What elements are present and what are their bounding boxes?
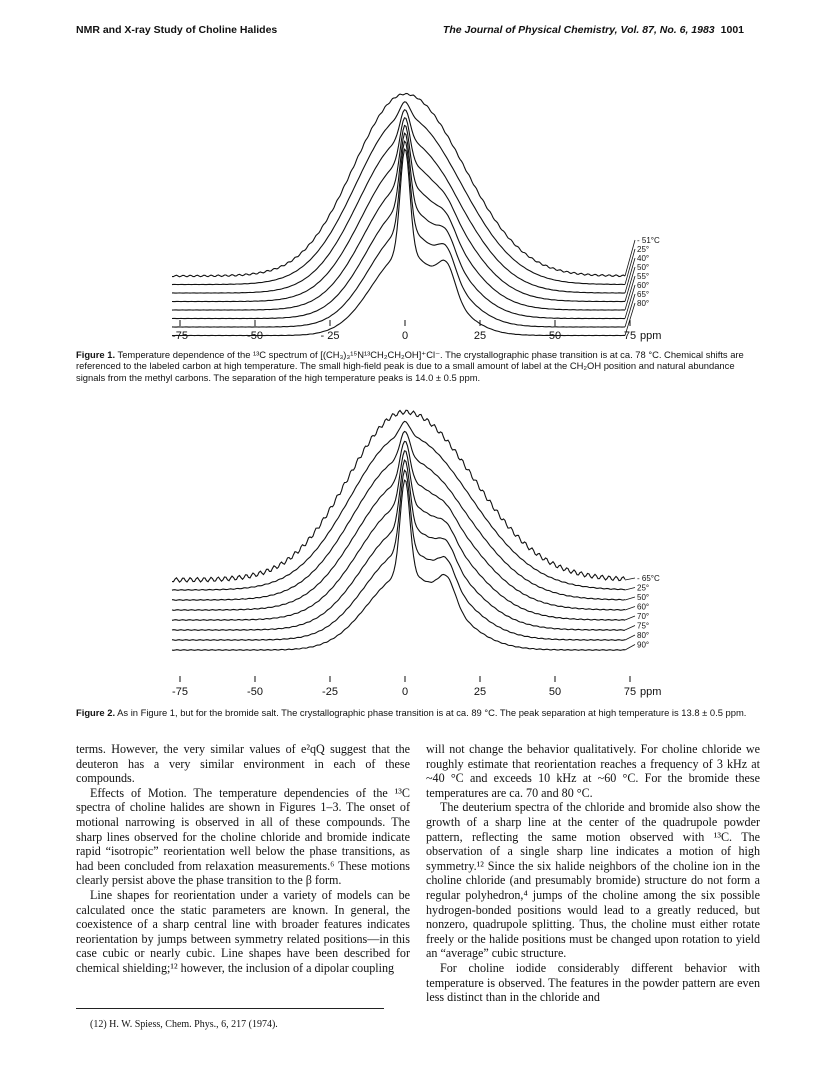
figure-2-spectra	[0, 400, 820, 700]
trace-temperature-label: - 51°C	[637, 236, 660, 245]
x-tick-label: 0	[401, 330, 409, 342]
trace-temperature-label: 60°	[637, 602, 650, 612]
figure-1-label: Figure 1.	[76, 349, 116, 360]
trace-temperature-label: 70°	[637, 612, 650, 621]
trace-leader	[625, 276, 635, 310]
trace-temperature-label: - 65°C	[637, 574, 660, 583]
figure-1-caption	[76, 349, 748, 383]
figure-2-caption	[76, 707, 748, 718]
trace-temperature-label: 25°	[637, 583, 650, 593]
trace-leader	[625, 607, 635, 611]
trace-leader	[625, 578, 635, 580]
spectrum-trace	[172, 421, 625, 590]
paragraph: Line shapes for reorientation under a variety of models can be calculated once the static parameters are known. In general, the coexistence of a sharp central line with broader features indicates reorientation by jumps between symmetry related positions—in this case cubic or nearly cubic. Line shapes have been described for chemical shielding;¹² however, the inclusion of a dipolar coupling	[76, 887, 410, 975]
trace-leader	[625, 588, 635, 591]
body-left-column	[76, 742, 410, 976]
spectrum-trace	[172, 441, 625, 610]
x-tick-label: -75	[172, 330, 188, 342]
paragraph: terms. However, the very similar values of e²qQ suggest that the deuteron has a very similar environment in each of these compounds.	[76, 742, 410, 786]
header-title: NMR and X-ray Study of Choline Halides	[76, 24, 278, 36]
trace-leader	[625, 616, 635, 620]
x-tick-label: -50	[247, 686, 263, 698]
figure-1-caption-text: Temperature dependence of the ¹³C spectrum of [(CH₃)₃¹⁵N¹³CH₂CH₂OH]⁺Cl⁻. The crystallographic phase transition is at ca. 78 °C. Chemical shifts are referenced to the labeled carbon at high temperature. The small high-field peak is due to a small amount of label at the CH₂OH position and natural abundance signals from the methyl carbons. The separation of the high temperature peaks is 14.0 ± 0.5 ppm.	[76, 349, 744, 383]
x-tick-label: -25	[322, 686, 338, 698]
trace-temperature-label: 65°	[637, 290, 650, 299]
trace-temperature-label: 50°	[637, 593, 650, 602]
x-tick-label: 75	[623, 330, 637, 342]
x-tick-label: 25	[473, 686, 487, 698]
trace-leader	[625, 258, 635, 293]
figure-2-caption-text: As in Figure 1, but for the bromide salt. The crystallographic phase transition is at ca. 89 °C. The peak separation at high temperature is 13.8 ± 0.5 ppm.	[117, 707, 747, 718]
trace-leader	[625, 249, 635, 285]
trace-leader	[625, 240, 635, 276]
trace-temperature-label: 40°	[637, 254, 650, 263]
trace-leader	[625, 267, 635, 302]
paragraph: will not change the behavior qualitatively. For choline chloride we roughly estimate that reorientation reaches a frequency of 3 kHz at ~40 °C and exceeds 10 kHz at ~60 °C. For the bromide these temperatures are ca. 70 and 80 °C.	[426, 742, 760, 800]
spectrum-trace	[172, 470, 625, 640]
x-tick-label: -75	[172, 686, 188, 698]
trace-leader	[625, 597, 635, 600]
trace-leader	[625, 285, 635, 319]
x-tick-label: 0	[401, 686, 409, 698]
x-tick-label: -50	[247, 330, 263, 342]
x-tick-label: 50	[548, 330, 562, 342]
footnote-rule	[76, 1008, 384, 1009]
trace-temperature-label: 25°	[637, 245, 650, 254]
x-tick-label: - 25	[320, 330, 340, 342]
paragraph: The deuterium spectra of the chloride and bromide also show the growth of a sharp line at the center of the quadrupole powder pattern, reflecting the same motion observed with ¹³C. The observation of a single sharp line indicates a motion of high symmetry.¹² Since the six halide neighbors of the choline ion in the choline chloride (and presumably bromide) structure do not form a regular polyhedron,⁴ jumps of the choline among the six possible hydrogen-bonded positions would lead to a greatly reduced, but nonzero, quadrupole splitting. Thus, the choline must either rotate freely or the halide positions must be changed upon rotation to yield an “average” cubic structure.	[426, 800, 760, 961]
trace-leader	[625, 635, 635, 640]
x-tick-label: 25	[473, 330, 487, 342]
trace-temperature-label: 80°	[637, 299, 650, 308]
paragraph: Effects of Motion. The temperature dependencies of the ¹³C spectra of choline halides are shown in Figures 1–3. The onset of motional narrowing is observed in all of these compounds. The sharp lines observed for the choline chloride and bromide indicate rapid “isotropic” reorientation well below the phase transitions, as had been concluded from relaxation measurements.⁶ These motions clearly persist above the phase transition to the β form.	[76, 785, 410, 888]
x-tick-label: 75	[623, 686, 637, 698]
x-axis-unit: ppm	[640, 686, 662, 698]
paragraph: For choline iodide considerably different behavior with temperature is observed. The features in the powder pattern are even less distinct than in the chloride and	[426, 960, 760, 1005]
footnote: (12) H. W. Spiess, Chem. Phys., 6, 217 (1974).	[90, 1019, 278, 1030]
trace-leader	[625, 626, 635, 631]
trace-temperature-label: 60°	[637, 281, 650, 290]
trace-temperature-label: 80°	[637, 631, 650, 640]
trace-temperature-label: 90°	[637, 640, 650, 650]
trace-leader	[625, 645, 635, 651]
header-journal-name: The Journal of Physical Chemistry, Vol. 87, No. 6, 1983	[442, 24, 715, 36]
running-header	[76, 24, 744, 40]
header-journal	[443, 24, 744, 36]
trace-temperature-label: 55°	[637, 272, 650, 281]
trace-temperature-label: 50°	[637, 263, 650, 272]
spectrum-trace	[172, 410, 625, 582]
trace-temperature-label: 75°	[637, 621, 650, 631]
figure-1-spectra	[0, 40, 820, 385]
spectrum-trace	[172, 141, 625, 327]
body-right-column	[426, 742, 760, 1005]
spectrum-trace	[172, 93, 625, 276]
x-axis-unit: ppm	[640, 330, 662, 342]
page-number: 1001	[720, 24, 744, 36]
figure-2-label: Figure 2.	[76, 707, 116, 718]
x-tick-label: 50	[548, 686, 562, 698]
